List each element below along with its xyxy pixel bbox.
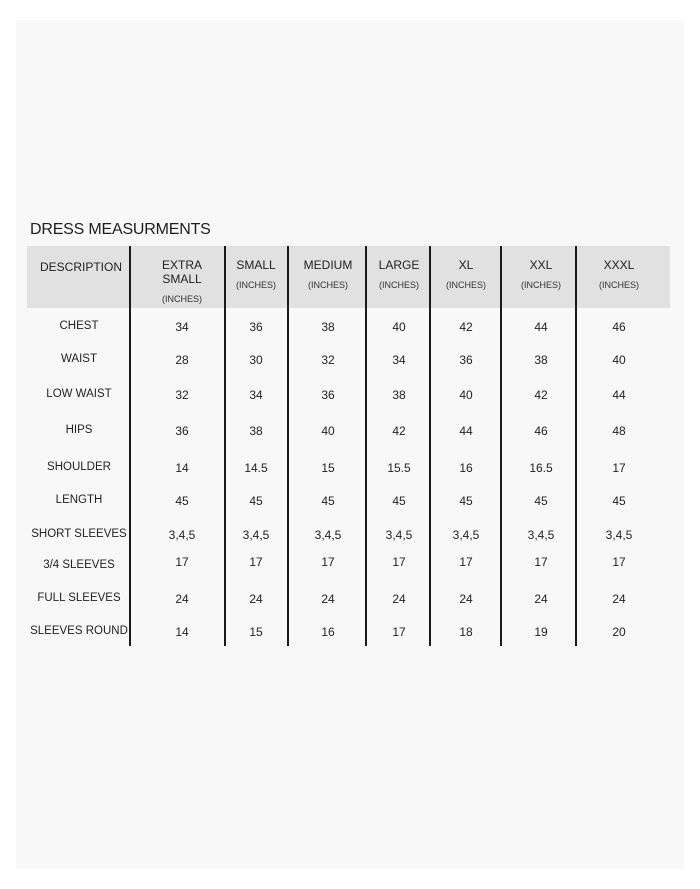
table-cell: 16.5: [529, 461, 553, 475]
table-cell: 20: [612, 625, 626, 639]
column-divider: [129, 246, 131, 646]
table-cell: 24: [612, 592, 626, 606]
size-chart-card: [16, 20, 684, 869]
table-cell: 16: [459, 461, 473, 475]
chart-title: DRESS MEASURMENTS: [30, 221, 211, 238]
table-cell: 46: [612, 320, 626, 334]
header-medium: [288, 258, 368, 292]
table-cell: 17: [392, 625, 406, 639]
row-label: SHOULDER: [47, 461, 111, 473]
row-label: LENGTH: [55, 494, 103, 506]
table-cell: 36: [321, 388, 335, 402]
table-cell: 45: [534, 494, 548, 508]
table-cell: 36: [175, 424, 189, 438]
table-cell: 34: [249, 388, 263, 402]
table-cell: 32: [175, 388, 189, 402]
table-cell: 38: [321, 320, 335, 334]
header-unit: (INCHES): [162, 294, 202, 304]
row-label: SLEEVES ROUND: [30, 625, 128, 637]
table-cell: 38: [249, 424, 263, 438]
header-label: EXTRA SMALL: [161, 258, 202, 286]
row-label: CHEST: [59, 320, 99, 332]
header-description: DESCRIPTION: [40, 260, 123, 274]
table-cell: 34: [392, 353, 406, 367]
table-cell: 46: [534, 424, 548, 438]
table-cell: 42: [459, 320, 473, 334]
row-label: 3/4 SLEEVES: [43, 559, 115, 571]
table-cell: 38: [392, 388, 406, 402]
table-cell: 15.5: [387, 461, 411, 475]
row-label: HIPS: [65, 424, 93, 436]
table-cell: 18: [459, 625, 473, 639]
table-cell: 45: [459, 494, 473, 508]
table-cell: 14: [175, 625, 189, 639]
row-label: FULL SLEEVES: [37, 592, 121, 604]
header-xl: [426, 258, 506, 292]
table-cell: 45: [249, 494, 263, 508]
table-cell: 40: [459, 388, 473, 402]
table-cell: 30: [249, 353, 263, 367]
table-cell: 24: [175, 592, 189, 606]
table-cell: 3,4,5: [242, 528, 270, 542]
table-cell: 3,4,5: [452, 528, 480, 542]
table-cell: 17: [392, 555, 406, 569]
row-label: LOW WAIST: [46, 388, 112, 400]
table-cell: 3,4,5: [168, 528, 196, 542]
header-unit: (INCHES): [308, 280, 348, 290]
column-divider: [224, 246, 226, 646]
table-cell: 17: [321, 555, 335, 569]
table-cell: 40: [392, 320, 406, 334]
header-label: LARGE: [378, 258, 420, 272]
header-label: XXXL: [603, 258, 635, 272]
table-cell: 24: [392, 592, 406, 606]
table-cell: 42: [534, 388, 548, 402]
table-cell: 40: [612, 353, 626, 367]
table-cell: 14: [175, 461, 189, 475]
table-cell: 45: [175, 494, 189, 508]
table-cell: 45: [612, 494, 626, 508]
table-cell: 17: [612, 555, 626, 569]
column-divider: [287, 246, 289, 646]
table-cell: 24: [321, 592, 335, 606]
header-xxxl: [579, 258, 659, 292]
table-cell: 44: [534, 320, 548, 334]
table-cell: 24: [249, 592, 263, 606]
table-cell: 17: [459, 555, 473, 569]
header-unit: (INCHES): [379, 280, 419, 290]
column-divider: [365, 246, 367, 646]
table-cell: 3,4,5: [314, 528, 342, 542]
column-divider: [500, 246, 502, 646]
table-cell: 19: [534, 625, 548, 639]
header-xxl: [501, 258, 581, 292]
table-cell: 36: [249, 320, 263, 334]
table-cell: 24: [459, 592, 473, 606]
table-cell: 44: [459, 424, 473, 438]
header-label: XL: [458, 258, 474, 272]
row-label: SHORT SLEEVES: [31, 528, 127, 540]
table-cell: 48: [612, 424, 626, 438]
header-label: MEDIUM: [303, 258, 353, 272]
row-label: WAIST: [61, 353, 97, 365]
table-cell: 17: [175, 555, 189, 569]
header-label: XXL: [529, 258, 553, 272]
table-cell: 36: [459, 353, 473, 367]
table-cell: 14.5: [244, 461, 268, 475]
table-cell: 34: [175, 320, 189, 334]
table-cell: 28: [175, 353, 189, 367]
header-unit: (INCHES): [236, 280, 276, 290]
table-cell: 17: [534, 555, 548, 569]
table-cell: 16: [321, 625, 335, 639]
table-cell: 42: [392, 424, 406, 438]
table-cell: 45: [321, 494, 335, 508]
table-cell: 3,4,5: [385, 528, 413, 542]
table-cell: 24: [534, 592, 548, 606]
header-unit: (INCHES): [521, 280, 561, 290]
header-unit: (INCHES): [599, 280, 639, 290]
header-extra-small: [142, 258, 222, 306]
header-label: SMALL: [236, 258, 276, 272]
column-divider: [429, 246, 431, 646]
table-cell: 15: [321, 461, 335, 475]
table-cell: 15: [249, 625, 263, 639]
table-cell: 45: [392, 494, 406, 508]
table-cell: 17: [249, 555, 263, 569]
header-unit: (INCHES): [446, 280, 486, 290]
table-cell: 3,4,5: [527, 528, 555, 542]
table-cell: 44: [612, 388, 626, 402]
table-cell: 3,4,5: [605, 528, 633, 542]
header-small: [216, 258, 296, 292]
table-cell: 38: [534, 353, 548, 367]
table-cell: 17: [612, 461, 626, 475]
table-cell: 32: [321, 353, 335, 367]
table-cell: 40: [321, 424, 335, 438]
column-divider: [575, 246, 577, 646]
